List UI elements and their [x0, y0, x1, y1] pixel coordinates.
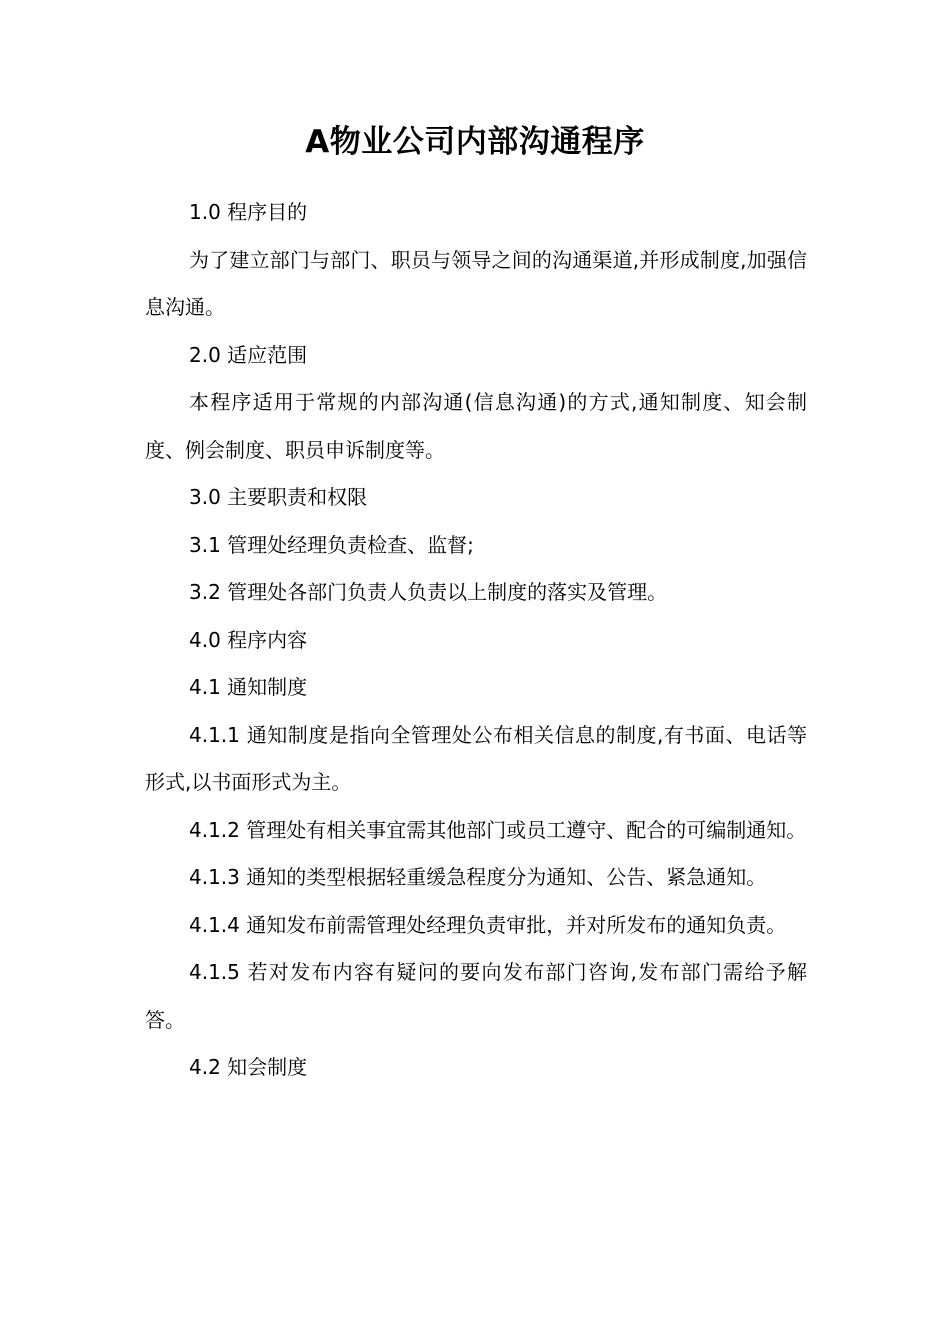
document-title: A物业公司内部沟通程序: [305, 124, 645, 160]
section-heading: 3.0 主要职责和权限: [189, 485, 368, 509]
body-paragraph: 为了建立部门与部门、职员与领导之间的沟通渠道,并形成制度,加强信息沟通。: [145, 247, 807, 319]
document-body: [145, 189, 807, 1092]
section-heading: 4.0 程序内容: [189, 627, 308, 652]
subsection-heading: 4.1 通知制度: [189, 675, 308, 699]
body-paragraph: 4.1.1 通知制度是指向全管理处公布相关信息的制度,有书面、电话等形式,以书面形式为主。: [145, 722, 807, 794]
body-paragraph: 4.1.3 通知的类型根据轻重缓急程度分为通知、公告、紧急通知。: [189, 865, 767, 889]
section-heading: 2.0 适应范围: [189, 342, 308, 367]
body-paragraph: 本程序适用于常规的内部沟通(信息沟通)的方式,通知制度、知会制度、例会制度、职员申诉制度等。: [145, 390, 807, 462]
body-paragraph: 4.1.4 通知发布前需管理处经理负责审批，并对所发布的通知负责。: [189, 912, 787, 937]
subsection-heading: 4.2 知会制度: [189, 1055, 308, 1079]
body-paragraph: 4.1.5 若对发布内容有疑问的要向发布部门咨询,发布部门需给予解答。: [145, 960, 807, 1032]
body-paragraph: 4.1.2 管理处有相关事宜需其他部门或员工遵守、配合的可编制通知。: [189, 817, 807, 842]
body-paragraph: 3.1 管理处经理负责检查、监督;: [189, 532, 474, 557]
section-heading: 1.0 程序目的: [189, 200, 308, 224]
body-paragraph: 3.2 管理处各部门负责人负责以上制度的落实及管理。: [189, 580, 668, 604]
